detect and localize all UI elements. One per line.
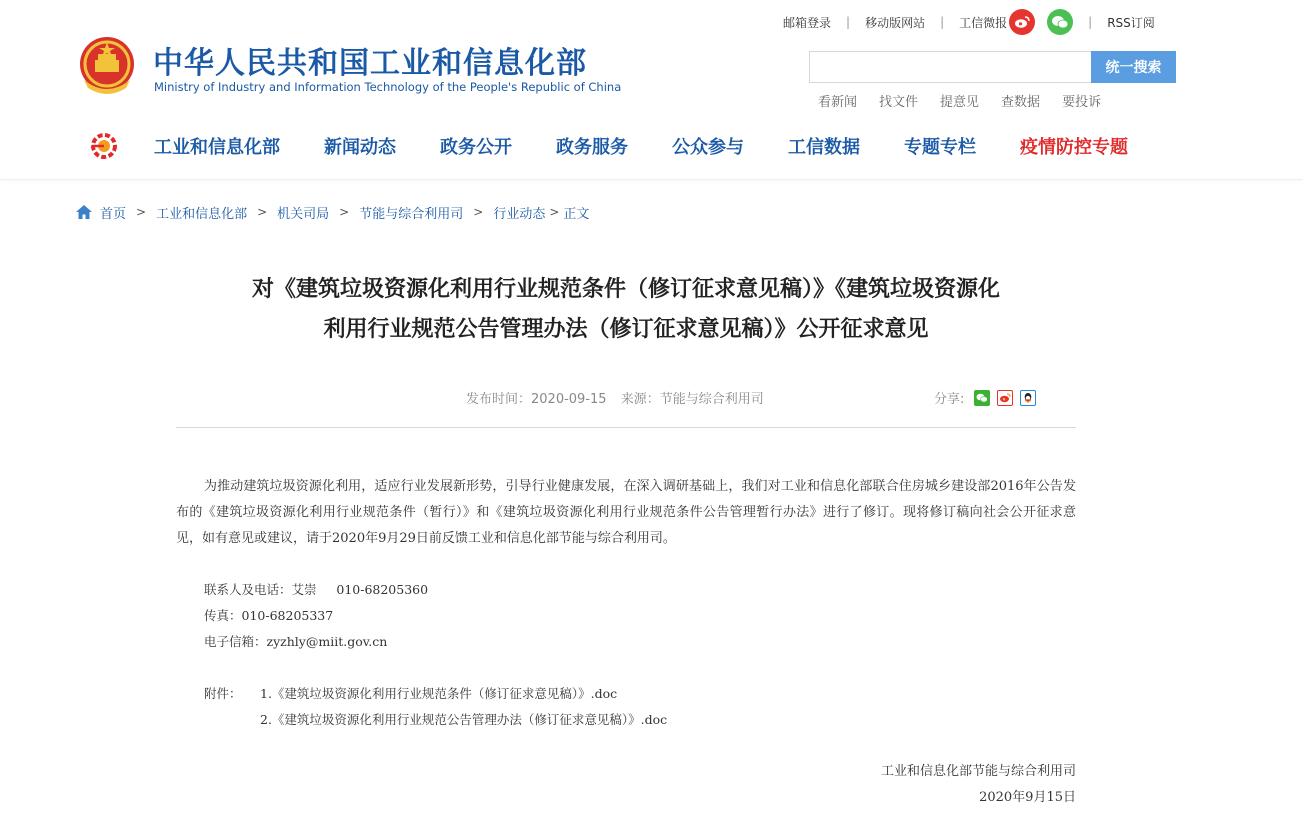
article-title-line: 对《建筑垃圾资源化利用行业规范条件（修订征求意见稿）》《建筑垃圾资源化 [251,277,1000,302]
article-paragraph: 为推动建筑垃圾资源化利用，适应行业发展新形势，引导行业健康发展，在深入调研基础上，我们对工业和信息化部联合住房城乡建设部2016年公告发布的《建筑垃圾资源化利用行业规范条件（暂行）》和《建筑垃圾资源化利用行业规范条件公告管理暂行办法》进行了修订。现将修订稿向社会公开征求意见，如有意见或建议，请于2020年9月29日前反馈工业和信息化部节能与综合利用司。 [176,479,1076,546]
attachment-link-2[interactable]: 2.《建筑垃圾资源化利用行业规范公告管理办法（修订征求意见稿）》.doc [260,712,668,727]
ministry-name-chinese[interactable]: 中华人民共和国工业和信息化部 [153,46,587,81]
search-input[interactable] [809,51,1091,83]
breadcrumb-current: 正文 [563,206,590,222]
share-bar [934,388,1036,407]
article-signature [881,759,1076,811]
article-body [176,474,1076,552]
nav-item-public-participation[interactable]: 公众参与 [672,137,744,158]
separator: | [846,15,851,29]
quick-link-data[interactable]: 查数据 [1001,95,1041,110]
unified-search-button[interactable]: 统一搜索 [1091,51,1176,83]
miit-logo-icon[interactable] [88,130,120,162]
nav-item-government-services[interactable]: 政务服务 [556,137,628,158]
nav-item-miit[interactable]: 工业和信息化部 [154,137,280,158]
weibo-icon[interactable] [1009,9,1035,35]
share-qq-icon[interactable] [1020,390,1036,406]
wechat-icon[interactable] [1047,9,1073,35]
nav-item-special-topics[interactable]: 专题专栏 [904,137,976,158]
quick-link-suggestions[interactable]: 提意见 [940,95,980,110]
quick-link-news[interactable]: 看新闻 [818,95,858,110]
main-nav [88,130,1172,162]
separator: | [1088,15,1093,29]
breadcrumb-energy-saving-dept[interactable]: 节能与综合利用司 [359,206,464,222]
quick-link-complaints[interactable]: 要投诉 [1062,95,1102,110]
article-title-line: 利用行业规范公告管理办法（修订征求意见稿）》公开征求意见 [323,317,929,342]
article-meta [466,388,764,407]
attachment-label: 附件： [204,686,242,701]
share-label: 分享: [934,392,965,407]
breadcrumb-separator: > [339,205,350,219]
breadcrumb-separator: > [136,205,147,219]
contact-email: 电子信箱：zyzhly@miit.gov.cn [204,634,388,649]
attachment-link-1[interactable]: 1.《建筑垃圾资源化利用行业规范条件（修订征求意见稿）》.doc [260,686,618,701]
breadcrumb-miit[interactable]: 工业和信息化部 [156,206,248,222]
breadcrumb-home[interactable]: 首页 [100,206,127,222]
article-title [176,270,1076,350]
mobile-site-link[interactable]: 移动版网站 [865,15,926,30]
signature-org: 工业和信息化部节能与综合利用司 [880,764,1076,779]
nav-item-data[interactable]: 工信数据 [788,137,860,158]
home-icon [76,205,92,219]
national-emblem-icon [76,34,138,98]
share-weibo-icon[interactable] [997,390,1013,406]
mailbox-login-link[interactable]: 邮箱登录 [783,15,832,30]
quick-link-documents[interactable]: 找文件 [879,95,919,110]
breadcrumb [76,203,589,221]
share-wechat-icon[interactable] [974,390,990,406]
contact-phone: 联系人及电话：艾崇 010-68205360 [204,582,429,597]
attachments [204,681,667,733]
content-divider [176,427,1076,428]
breadcrumb-departments[interactable]: 机关司局 [277,206,330,222]
attachment-indent [204,707,260,733]
breadcrumb-separator: > [549,205,560,219]
separator: | [940,15,945,29]
nav-item-news[interactable]: 新闻动态 [324,137,396,158]
nav-item-epidemic-prevention[interactable]: 疫情防控专题 [1020,137,1128,158]
quick-links [818,91,1123,110]
gongxin-weibao-link[interactable]: 工信微报 [959,15,1008,30]
rss-link[interactable]: RSS订阅 [1107,15,1155,30]
breadcrumb-industry-news[interactable]: 行业动态 [493,206,546,222]
breadcrumb-separator: > [473,205,484,219]
ministry-name-english[interactable]: Ministry of Industry and Information Technology of the People's Republic of China [154,80,622,94]
contact-info [204,577,428,655]
top-links [783,12,1155,32]
article-source: 来源：节能与综合利用司 [620,392,764,407]
site-header [0,0,1303,180]
signature-date: 2020年9月15日 [979,790,1076,805]
nav-item-government-affairs[interactable]: 政务公开 [440,137,512,158]
publish-time: 发布时间：2020-09-15 [466,392,607,407]
breadcrumb-separator: > [257,205,268,219]
contact-fax: 传真：010-68205337 [204,608,334,623]
